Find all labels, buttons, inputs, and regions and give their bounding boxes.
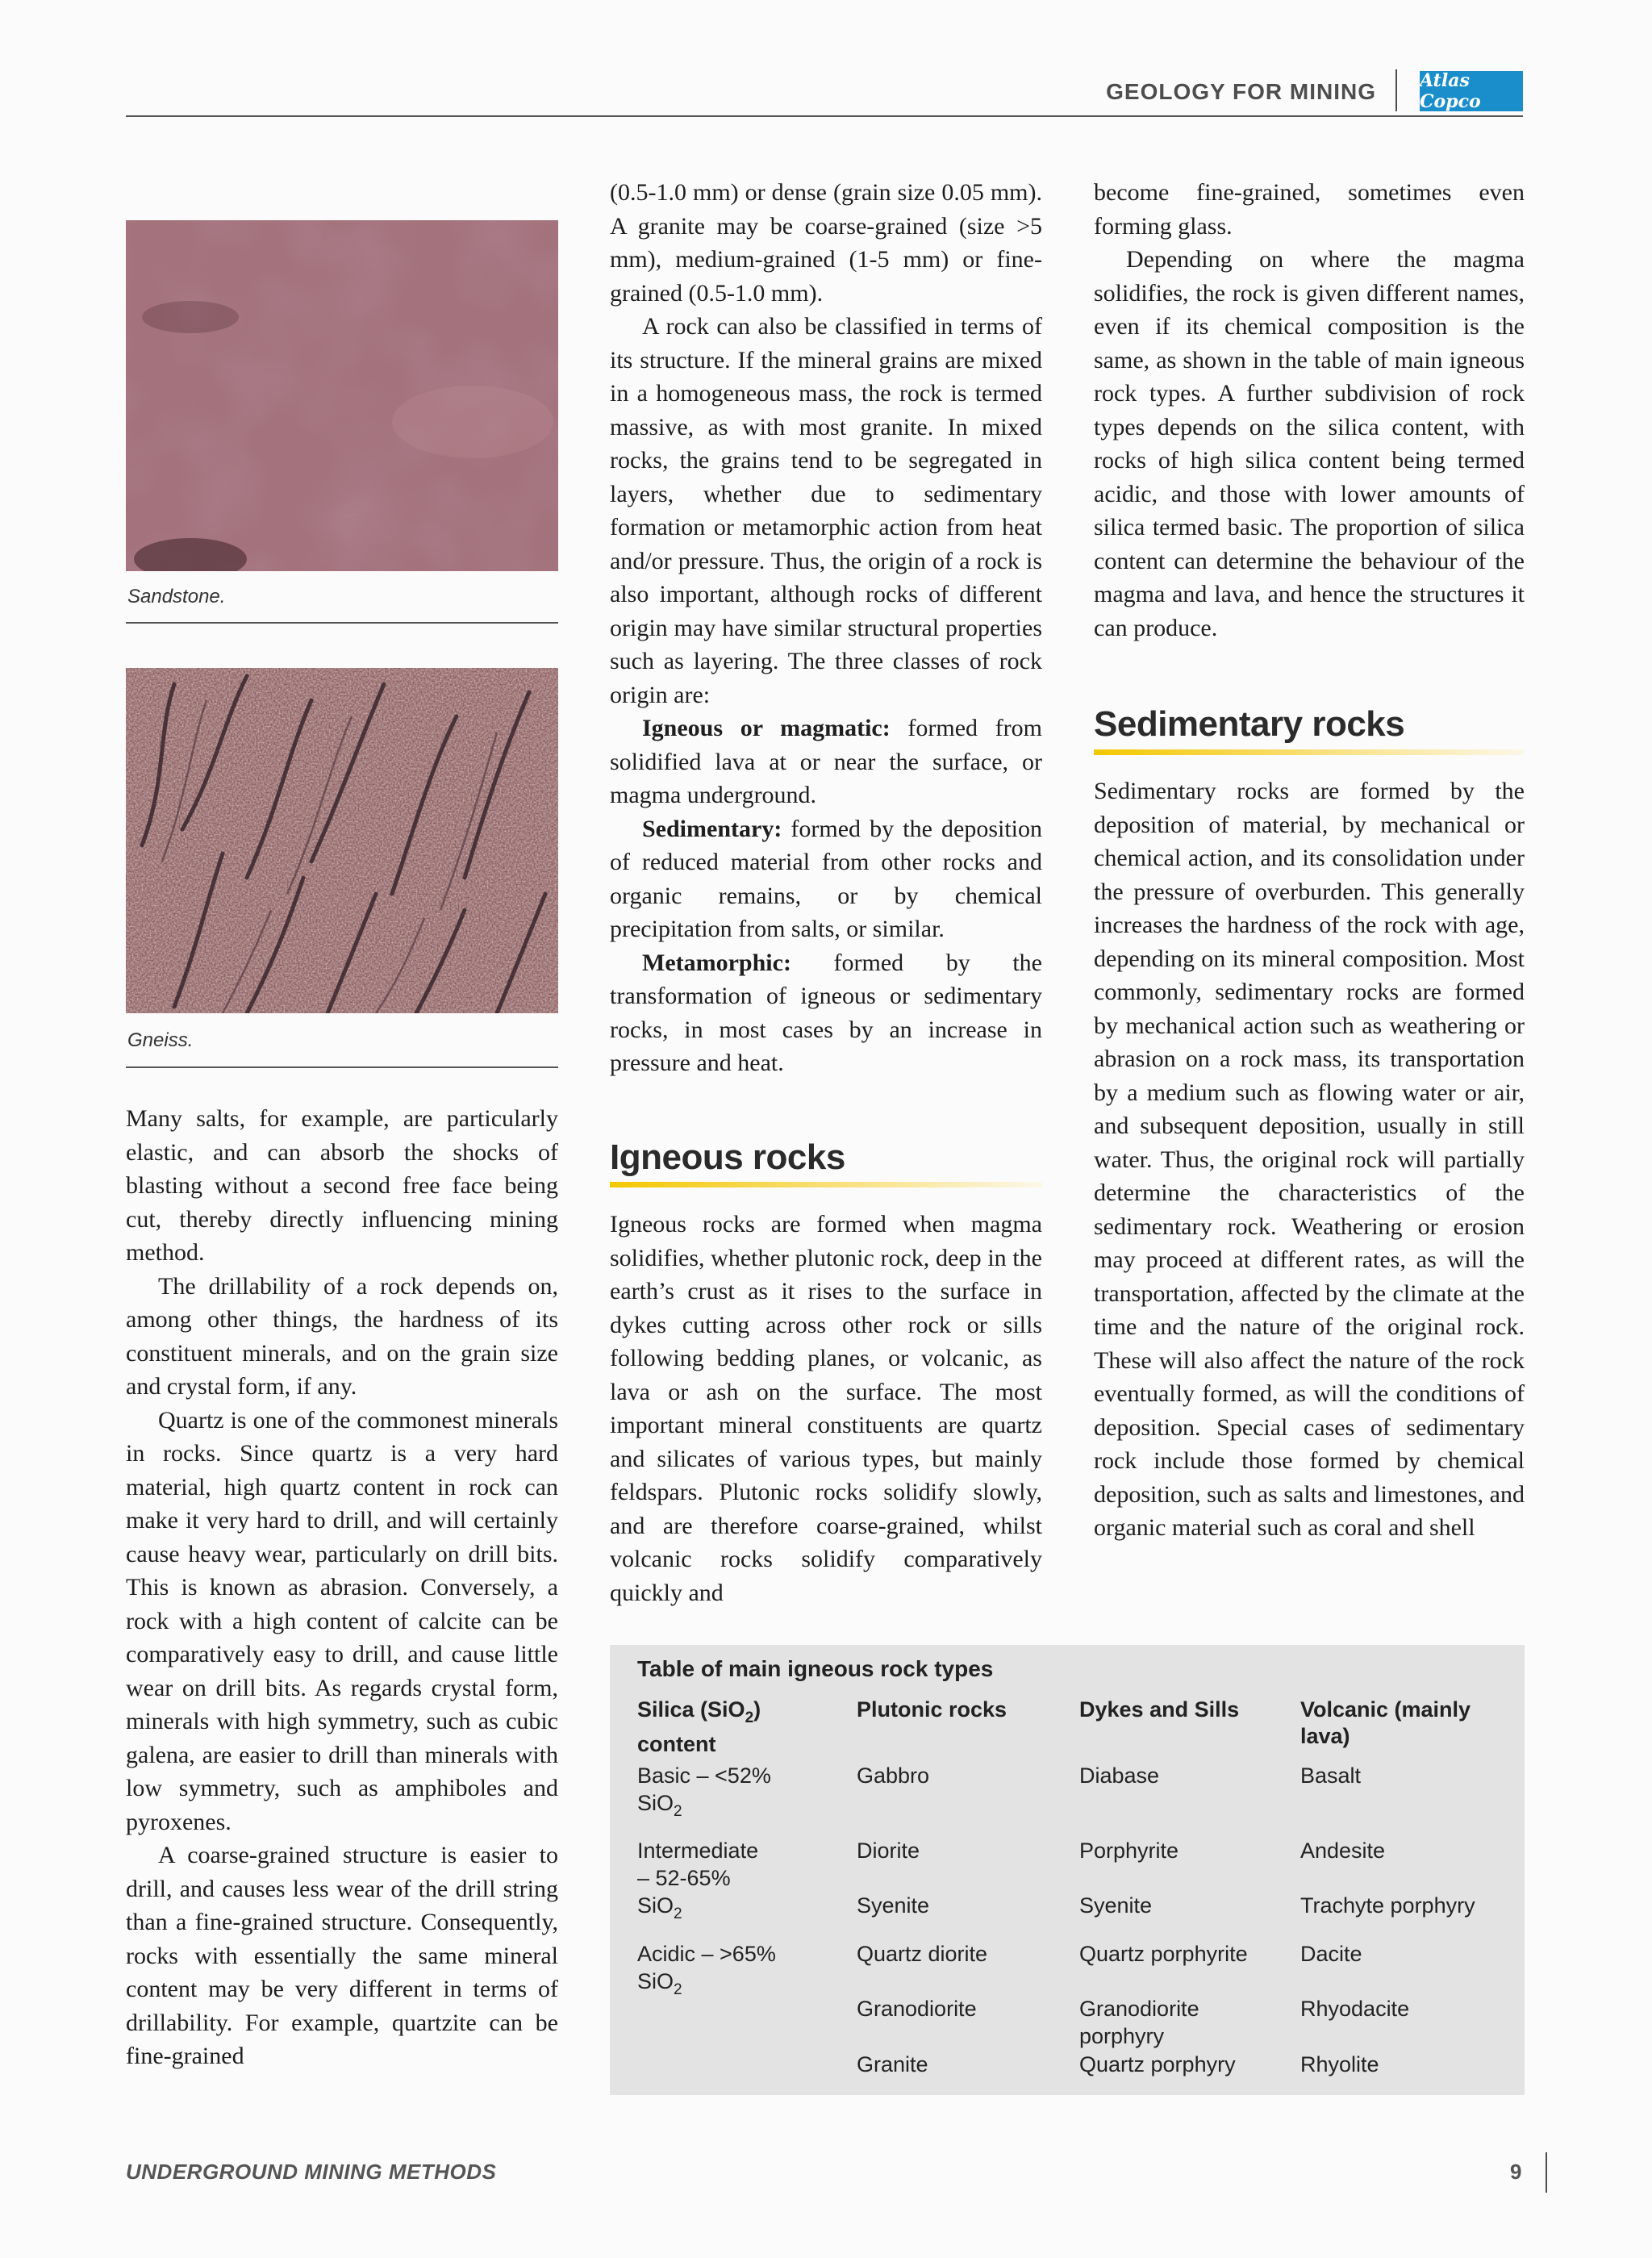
paragraph: The drillability of a rock depends on, among other things, the hardness of its constituent minerals, and on the grain size and crystal form, if any. bbox=[126, 1272, 558, 1400]
atlas-copco-logo: Atlas Copco bbox=[1420, 71, 1523, 111]
table-cell: Granite bbox=[857, 2052, 928, 2076]
paragraph: Depending on where the magma solidifies, the rock is given different names, even if its chemical composition is the same, as shown in the table of main igneous rock types. A further subdivision of rock types depends on the silica content, with rocks of high silica content being termed acidic, and those with lower amounts of silica termed basic. The proportion of silica content can determine the behaviour of the magma and lava, and hence the structures it can produce. bbox=[1094, 246, 1525, 641]
text-column-2-continued bbox=[610, 1208, 1042, 1609]
column-header-silica: Silica (SiO$_2$) content bbox=[637, 1697, 761, 1756]
header-rule bbox=[126, 115, 1523, 117]
row-label-acidic: Acidic – >65% SiO$_2$ bbox=[637, 1942, 776, 1998]
gneiss-photo bbox=[126, 668, 558, 1013]
header-separator bbox=[1395, 69, 1397, 111]
sandstone-photo bbox=[126, 220, 558, 571]
column-header-plutonic: Plutonic rocks bbox=[857, 1697, 1007, 1722]
table-cell: Dacite bbox=[1300, 1942, 1362, 1966]
table-cell: Rhyolite bbox=[1300, 2052, 1379, 2076]
heading-underline bbox=[1094, 749, 1525, 755]
paragraph: Quartz is one of the commonest minerals in rocks. Since quartz is a very hard material, high quartz content in rock can make it very hard to drill, and will certainly cause heavy wear, particularly on drill bits. This is known as abrasion. Conversely, a rock with a high content of calcite can be comparatively easy to drill, and cause little wear on drill bits. As regards crystal form, minerals with high symmetry, such as cubic galena, are easier to drill than minerals with low symmetry, such as amphiboles and pyroxenes. bbox=[126, 1406, 558, 1835]
text-column-2 bbox=[610, 176, 1042, 1080]
term: Igneous or magmatic: bbox=[642, 715, 891, 741]
term: Metamorphic: bbox=[642, 949, 791, 976]
table-title: Table of main igneous rock types bbox=[637, 1656, 994, 1681]
paragraph: A rock can also be classified in terms of its structure. If the mineral grains are mixed in a homogeneous mass, the rock is termed massive, as with most granite. In mixed rocks, the grains tend to be segregated in layers, whether due to sedimentary formation or metamorphic action from heat and/or pressure. Thus, the origin of a rock is also important, although rocks of different origin may have similar structural properties such as layering. The three classes of rock origin are: bbox=[610, 313, 1042, 708]
paragraph: A coarse-grained structure is easier to drill, and causes less wear of the drill string than a fine-grained structure. Consequently, rocks with essentially the same mineral content may be very different in terms of drillability. For example, quartzite can be fine-grained bbox=[126, 1842, 558, 2069]
table-cell: Granodiorite porphyry bbox=[1079, 1997, 1199, 2048]
row-label-basic: Basic – <52% SiO$_2$ bbox=[637, 1763, 771, 1820]
term: Sedimentary: bbox=[642, 815, 782, 842]
table-cell: Basalt bbox=[1300, 1763, 1362, 1788]
gneiss-caption: Gneiss. bbox=[127, 1029, 194, 1051]
paragraph: become fine-grained, sometimes even forming glass. bbox=[1094, 179, 1525, 240]
table-cell: Quartz porphyry bbox=[1079, 2052, 1236, 2076]
caption-rule bbox=[126, 622, 558, 624]
table-cell: Quartz diorite bbox=[857, 1942, 988, 1966]
page-number: 9 bbox=[1510, 2160, 1522, 2184]
paragraph-metamorphic-definition: Metamorphic: formed by the transformation of igneous or sedimentary rocks, in most cases by an increase in pressure and heat. bbox=[610, 949, 1042, 1076]
paragraph: (0.5-1.0 mm) or dense (grain size 0.05 mm). A granite may be coarse-grained (size >5 mm), medium-grained (1-5 mm) or fine-grained (0.5-1.0 mm). bbox=[610, 179, 1042, 307]
table-cell: Diorite bbox=[857, 1839, 920, 1863]
table-cell: Rhyodacite bbox=[1300, 1997, 1410, 2021]
heading-underline bbox=[610, 1182, 1042, 1187]
igneous-rock-types-table bbox=[610, 1645, 1525, 2095]
table-cell: Syenite bbox=[857, 1893, 930, 1918]
table-cell: Diabase bbox=[1079, 1763, 1160, 1788]
paragraph: Igneous rocks are formed when magma solidifies, whether plutonic rock, deep in the earth’s crust as it rises to the surface in dykes cutting across other rock or sills following bedding planes, or volcanic, as lava or ash on the surface. The most important mineral constituents are quartz and silicates of various types, but mainly feldspars. Plutonic rocks solidify slowly, and are therefore coarse-grained, whilst volcanic rocks solidify comparatively quickly and bbox=[610, 1211, 1042, 1606]
running-header-title: GEOLOGY FOR MINING bbox=[1106, 79, 1376, 104]
table-cell: Quartz porphyrite bbox=[1079, 1942, 1248, 1966]
running-footer-title: UNDERGROUND MINING METHODS bbox=[126, 2160, 497, 2184]
table-cell: Trachyte porphyry bbox=[1300, 1893, 1475, 1918]
section-heading-igneous: Igneous rocks bbox=[610, 1137, 845, 1177]
text-column-3-continued bbox=[1094, 774, 1525, 1545]
caption-rule bbox=[126, 1066, 558, 1068]
section-heading-sedimentary: Sedimentary rocks bbox=[1094, 704, 1405, 744]
footer-separator bbox=[1546, 2152, 1547, 2193]
table-cell: Porphyrite bbox=[1079, 1839, 1179, 1863]
paragraph: Sedimentary rocks are formed by the deposition of material, by mechanical or chemical action, and its consolidation under the pressure of overburden. This generally increases the hardness of the rock with age, depending on its mineral composition. Most commonly, sedimentary rocks are formed by mechanical action such as weathering or abrasion on a rock mass, its transportation by a medium such as flowing water or air, and subsequent deposition, usually in still water. Thus, the original rock will partially determine the characteristics of the sedimentary rock. Weathering or erosion may proceed at different rates, as will the transportation, affected by the climate at the time and the nature of the original rock. These will also affect the nature of the rock eventually formed, as will the conditions of deposition. Special cases of sedimentary rock include those formed by chemical deposition, such as salts and limestones, and organic material such as coral and shell bbox=[1094, 778, 1525, 1541]
column-header-volcanic: Volcanic (mainly lava) bbox=[1300, 1697, 1471, 1748]
table-cell: Granodiorite bbox=[857, 1997, 977, 2021]
table-cell: Gabbro bbox=[857, 1763, 930, 1788]
column-header-dykes: Dykes and Sills bbox=[1079, 1697, 1240, 1722]
sandstone-caption: Sandstone. bbox=[127, 586, 226, 607]
paragraph-sedimentary-definition: Sedimentary: formed by the deposition of reduced material from other rocks and organic remains, or by chemical precipitation from salts, or similar. bbox=[610, 815, 1042, 942]
row-label-intermediate: Intermediate – 52-65% SiO$_2$ bbox=[637, 1839, 759, 1922]
table-cell: Syenite bbox=[1079, 1893, 1153, 1918]
text-column-3 bbox=[1094, 176, 1525, 645]
text-column-1 bbox=[126, 1102, 558, 2073]
paragraph: Many salts, for example, are particularly elastic, and can absorb the shocks of blasting without a second free face being cut, thereby directly influencing mining method. bbox=[126, 1105, 558, 1266]
table-cell: Andesite bbox=[1300, 1839, 1386, 1863]
paragraph-igneous-definition: Igneous or magmatic: formed from solidified lava at or near the surface, or magma underground. bbox=[610, 715, 1042, 808]
